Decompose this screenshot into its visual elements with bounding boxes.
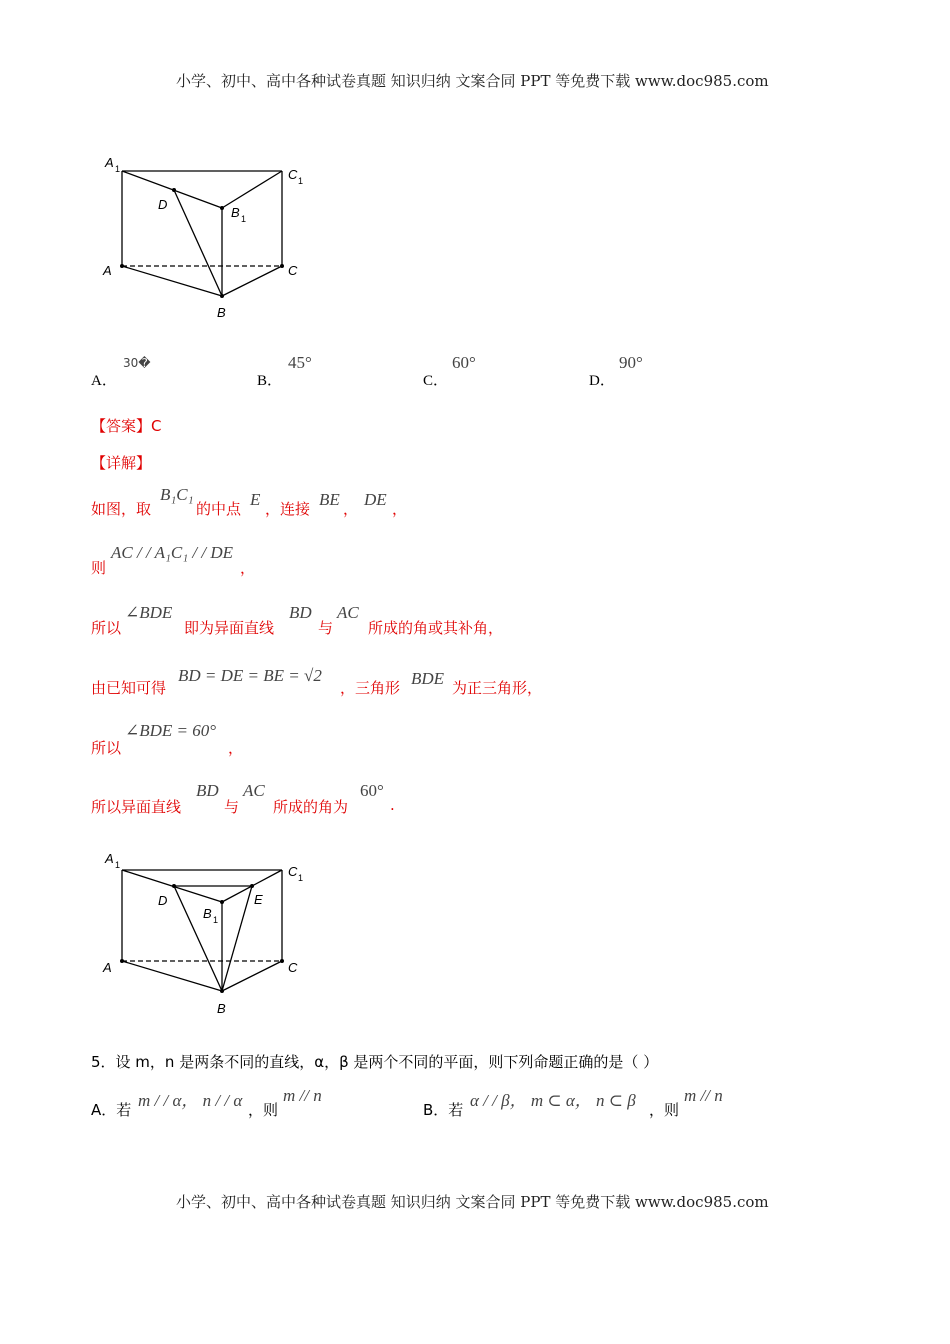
line6-c: 所成的角为 <box>273 798 349 816</box>
line3-d: 所成的角或其补角， <box>368 619 504 637</box>
line1-a: 如图，取 <box>91 500 152 518</box>
option-b-letter: B． <box>257 373 283 389</box>
option-c-letter: C． <box>423 373 449 389</box>
line6-math-ac: AC <box>243 781 265 800</box>
page-header: 小学、初中、高中各种试卷真题 知识归纳 文案合同 PPT 等免费下载 www.doc985.com <box>176 72 769 90</box>
point-b1 <box>220 900 224 904</box>
edge-bc <box>222 961 282 991</box>
label-e: E <box>254 892 263 907</box>
svg-text:1: 1 <box>298 176 304 186</box>
line3-c: 与 <box>318 619 334 637</box>
label-c1: C <box>288 864 298 879</box>
line3-b: 即为异面直线 <box>184 619 275 637</box>
line6-math-60: 60° <box>360 781 384 800</box>
line4-math-eq: BD = DE = BE = √2 <box>178 666 322 685</box>
label-a: A <box>103 960 112 975</box>
line5-a: 所以 <box>91 739 122 757</box>
label-b1: B <box>203 906 212 921</box>
svg-text:1: 1 <box>115 860 121 870</box>
prism-figure-2 <box>95 840 325 1020</box>
line1-math-b1c1: B₁C₁ <box>160 485 194 504</box>
label-c1: C <box>288 167 298 182</box>
line6-d: . <box>390 796 395 814</box>
line5-b: ， <box>228 739 244 757</box>
point-e <box>250 884 254 888</box>
question-5-stem: 5．设 m，n 是两条不同的直线，α，β 是两个不同的平面，则下列命题正确的是（ ） <box>91 1053 659 1071</box>
option-d-value: 90° <box>619 353 643 372</box>
option-b-value: 45° <box>288 353 312 372</box>
line2-a: 则 <box>91 559 107 577</box>
q5-option-b-then: ，则 <box>649 1101 680 1119</box>
label-b1: B <box>231 205 240 220</box>
line3-a: 所以 <box>91 619 122 637</box>
line6-a: 所以异面直线 <box>91 798 182 816</box>
prism-figure-1 <box>95 145 325 325</box>
svg-text:1: 1 <box>298 873 304 883</box>
q5-option-b-math: α / / β， m ⊂ α， n ⊂ β <box>470 1091 636 1110</box>
line6-b: 与 <box>224 798 240 816</box>
point-c <box>280 264 284 268</box>
svg-text:1: 1 <box>241 214 247 224</box>
q5-option-a-math: m / / α， n / / α <box>138 1091 243 1110</box>
label-d: D <box>158 197 168 212</box>
option-c-value: 60° <box>452 353 476 372</box>
svg-text:1: 1 <box>115 164 121 174</box>
answer-label: 【答案】C <box>91 417 162 435</box>
line2-b: ， <box>240 559 256 577</box>
point-d <box>172 188 176 192</box>
label-d: D <box>158 893 168 908</box>
segment-bd <box>174 886 222 991</box>
point-b <box>220 989 224 993</box>
label-b: B <box>217 1001 226 1016</box>
point-a <box>120 959 124 963</box>
point-d <box>172 884 176 888</box>
option-a-letter: A． <box>91 373 117 389</box>
line4-c: 为正三角形， <box>452 679 543 697</box>
point-c <box>280 959 284 963</box>
q5-option-a-letter: A．若 <box>91 1101 132 1119</box>
line4-a: 由已知可得 <box>91 679 167 697</box>
line3-math-ac: AC <box>337 603 359 622</box>
label-a1: A <box>105 155 114 170</box>
line6-math-bd: BD <box>196 781 219 800</box>
line2-math: AC / / A₁C₁ / / DE <box>111 543 234 562</box>
label-c: C <box>288 263 298 278</box>
line1-b: 的中点 <box>196 500 242 518</box>
q5-option-a-then: ，则 <box>248 1101 279 1119</box>
option-a-value: 30� <box>123 356 151 370</box>
line1-math-de: DE <box>364 490 387 509</box>
q5-option-b-result: m // n <box>684 1086 723 1105</box>
label-c: C <box>288 960 298 975</box>
edge-ab <box>122 266 222 296</box>
line4-b: ，三角形 <box>340 679 401 697</box>
label-b: B <box>217 305 226 320</box>
edge-a1b1 <box>122 171 222 208</box>
line1-e: ， <box>392 500 408 518</box>
svg-text:1: 1 <box>213 915 219 925</box>
edge-ab <box>122 961 222 991</box>
line1-d: ， <box>343 500 359 518</box>
q5-option-b-letter: B．若 <box>423 1101 464 1119</box>
line1-c: ，连接 <box>265 500 311 518</box>
line1-math-be: BE <box>319 490 340 509</box>
q5-option-a-result: m // n <box>283 1086 322 1105</box>
option-d-letter: D． <box>589 373 615 389</box>
line1-math-e: E <box>250 490 261 509</box>
point-a <box>120 264 124 268</box>
point-b <box>220 294 224 298</box>
line4-math-bde: BDE <box>411 669 445 688</box>
segment-be <box>222 886 252 991</box>
detail-label: 【详解】 <box>91 454 152 472</box>
line3-math-angle: ∠BDE <box>125 603 173 622</box>
page-footer: 小学、初中、高中各种试卷真题 知识归纳 文案合同 PPT 等免费下载 www.doc985.com <box>176 1193 769 1211</box>
label-a: A <box>103 263 112 278</box>
label-a1: A <box>105 851 114 866</box>
line3-math-bd: BD <box>289 603 312 622</box>
edge-bc <box>222 266 282 296</box>
edge-b1c1 <box>222 171 282 208</box>
point-b1 <box>220 206 224 210</box>
line5-math: ∠BDE = 60° <box>125 721 217 740</box>
